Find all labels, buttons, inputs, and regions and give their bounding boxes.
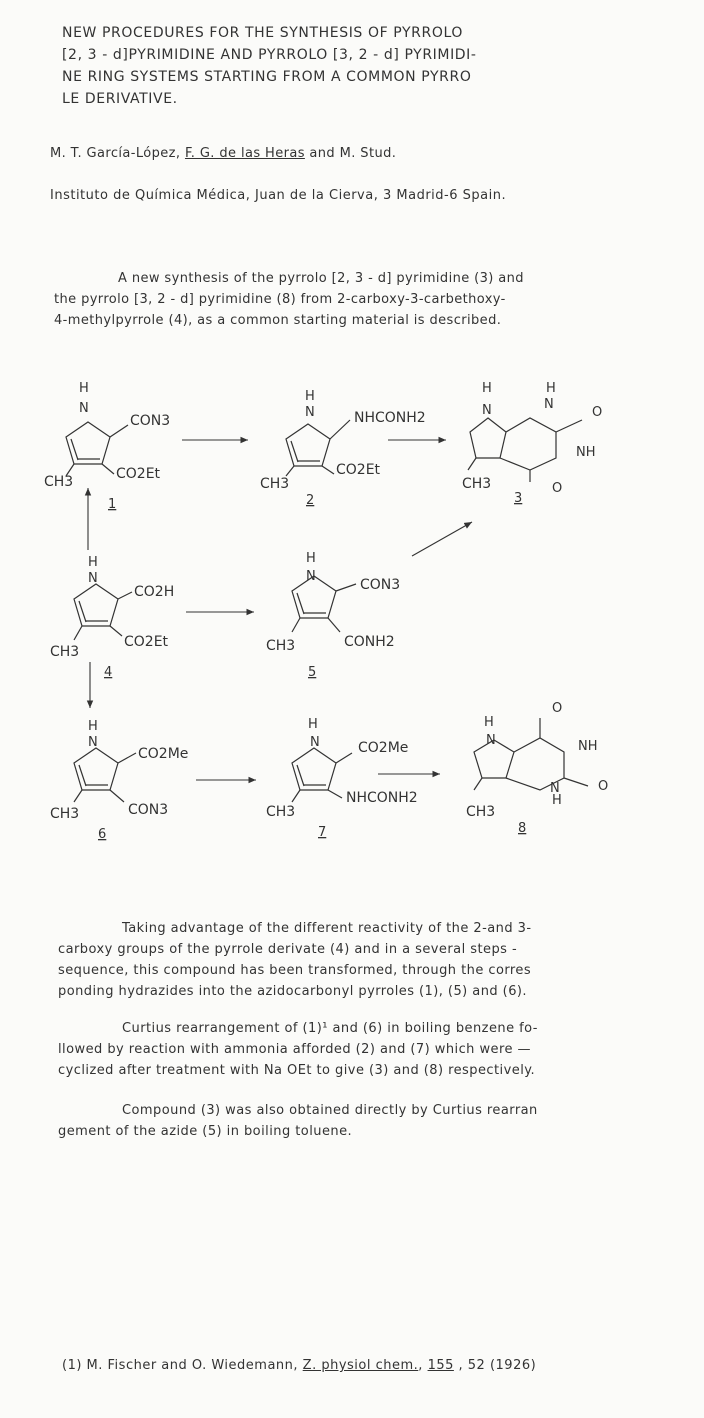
atom-n: N <box>482 403 492 418</box>
author-2: F. G. de las Heras <box>184 146 305 161</box>
group-ch3: CH3 <box>462 476 492 492</box>
author-1: M. T. García-López, <box>50 146 185 161</box>
footnote <box>62 1358 536 1373</box>
footnote-authors: (1) M. Fischer and O. Wiedemann, <box>62 1358 303 1373</box>
atom-h: H <box>552 793 562 808</box>
atom-h: H <box>88 555 98 570</box>
group-co2et: CO2Et <box>336 462 381 478</box>
title-line: [2, 3 - d]PYRIMIDINE AND PYRROLO [3, 2 - d] PYRIMIDI- <box>62 47 477 63</box>
atom-n: N <box>544 397 554 412</box>
paragraph-3 <box>58 1100 658 1142</box>
group-conh2: CONH2 <box>344 634 395 650</box>
affiliation: Instituto de Química Médica, Juan de la Cierva, 3 Madrid-6 Spain. <box>50 188 507 203</box>
arrow-5-to-3 <box>412 522 472 556</box>
paragraph-line: carboxy groups of the pyrrole derivate (4) and in a several steps - <box>58 942 518 957</box>
group-ch3: CH3 <box>44 474 74 490</box>
atom-o: O <box>592 405 603 420</box>
atom-h: H <box>308 717 318 732</box>
title-line: NE RING SYSTEMS STARTING FROM A COMMON PYRRO <box>62 69 472 85</box>
abstract-line: the pyrrolo [3, 2 - d] pyrimidine (8) from 2-carboxy-3-carbethoxy- <box>54 292 506 307</box>
footnote-journal: Z. physiol chem. <box>302 1358 419 1373</box>
paragraph-line: ponding hydrazides into the azidocarbonyl pyrroles (1), (5) and (6). <box>58 984 528 999</box>
group-co2et: CO2Et <box>116 466 161 482</box>
compound-number: 3 <box>514 491 523 506</box>
compound-number: 4 <box>104 665 113 680</box>
compound-2 <box>260 389 426 508</box>
compound-1 <box>44 381 170 512</box>
atom-n: N <box>306 569 316 584</box>
atom-n: N <box>88 571 98 586</box>
author-line <box>50 146 396 161</box>
abstract <box>54 268 644 331</box>
paragraph-line: sequence, this compound has been transformed, through the corres <box>58 963 532 978</box>
group-ch3: CH3 <box>50 806 80 822</box>
group-ch3: CH3 <box>266 638 296 654</box>
atom-h: H <box>546 381 556 396</box>
footnote-volume: 155 <box>427 1358 454 1373</box>
group-con3: CON3 <box>128 802 169 818</box>
atom-h: H <box>306 551 316 566</box>
footnote-sep: , <box>418 1358 428 1373</box>
paper-title <box>62 22 622 110</box>
abstract-line: A new synthesis of the pyrrolo [2, 3 - d] pyrimidine (3) and <box>118 271 524 286</box>
group-ch3: CH3 <box>466 804 496 820</box>
paragraph-line: llowed by reaction with ammonia afforded (2) and (7) which were — <box>58 1042 531 1057</box>
group-nhconh2: NHCONH2 <box>354 410 426 426</box>
compound-3 <box>468 418 582 482</box>
atom-h: H <box>79 381 89 396</box>
compound-7 <box>266 717 418 840</box>
atom-n: N <box>79 401 89 416</box>
compound-6 <box>50 719 188 842</box>
group-co2me: CO2Me <box>138 746 189 762</box>
paragraph-line: gement of the azide (5) in boiling toluene. <box>58 1124 353 1139</box>
group-ch3: CH3 <box>266 804 296 820</box>
atom-h: H <box>88 719 98 734</box>
atom-h: H <box>484 715 494 730</box>
atom-n: N <box>550 781 560 796</box>
group-ch3: CH3 <box>50 644 80 660</box>
abstract-line: 4-methylpyrrole (4), as a common starting material is described. <box>54 313 502 328</box>
atom-o: O <box>552 481 563 496</box>
reaction-scheme <box>0 370 704 870</box>
title-line: NEW PROCEDURES FOR THE SYNTHESIS OF PYRROLO <box>62 25 463 41</box>
atom-o: O <box>598 779 609 794</box>
compound-number: 5 <box>308 665 317 680</box>
compound-number: 2 <box>306 493 315 508</box>
title-line: LE DERIVATIVE. <box>62 91 178 107</box>
paragraph-line: Taking advantage of the different reactivity of the 2-and 3- <box>122 921 532 936</box>
atom-h: H <box>482 381 492 396</box>
compound-5 <box>266 551 400 680</box>
compound-number: 1 <box>108 497 117 512</box>
group-co2me: CO2Me <box>358 740 409 756</box>
compound-4 <box>50 555 174 680</box>
paragraph-1 <box>58 918 658 1002</box>
atom-n: N <box>486 733 496 748</box>
group-co2h: CO2H <box>134 584 175 600</box>
group-co2et: CO2Et <box>124 634 169 650</box>
compound-number: 8 <box>518 821 527 836</box>
compound-number: 7 <box>318 825 327 840</box>
group-con3: CON3 <box>130 413 171 429</box>
paragraph-line: cyclized after treatment with Na OEt to give (3) and (8) respectively. <box>58 1063 536 1078</box>
paragraph-2 <box>58 1018 658 1081</box>
atom-n: N <box>305 405 315 420</box>
author-3: and M. Stud. <box>304 146 397 161</box>
atom-h: H <box>305 389 315 404</box>
paragraph-line: Curtius rearrangement of (1)¹ and (6) in boiling benzene fo- <box>122 1021 538 1036</box>
group-nhconh2: NHCONH2 <box>346 790 418 806</box>
atom-n: N <box>88 735 98 750</box>
group-ch3: CH3 <box>260 476 290 492</box>
atom-o: O <box>552 701 563 716</box>
reaction-scheme-svg <box>0 370 704 870</box>
paragraph-line: Compound (3) was also obtained directly by Curtius rearran <box>122 1103 538 1118</box>
group-nh: NH <box>576 445 596 460</box>
footnote-rest: , 52 (1926) <box>453 1358 537 1373</box>
compound-number: 6 <box>98 827 107 842</box>
group-nh: NH <box>578 739 598 754</box>
group-con3: CON3 <box>360 577 401 593</box>
atom-n: N <box>310 735 320 750</box>
